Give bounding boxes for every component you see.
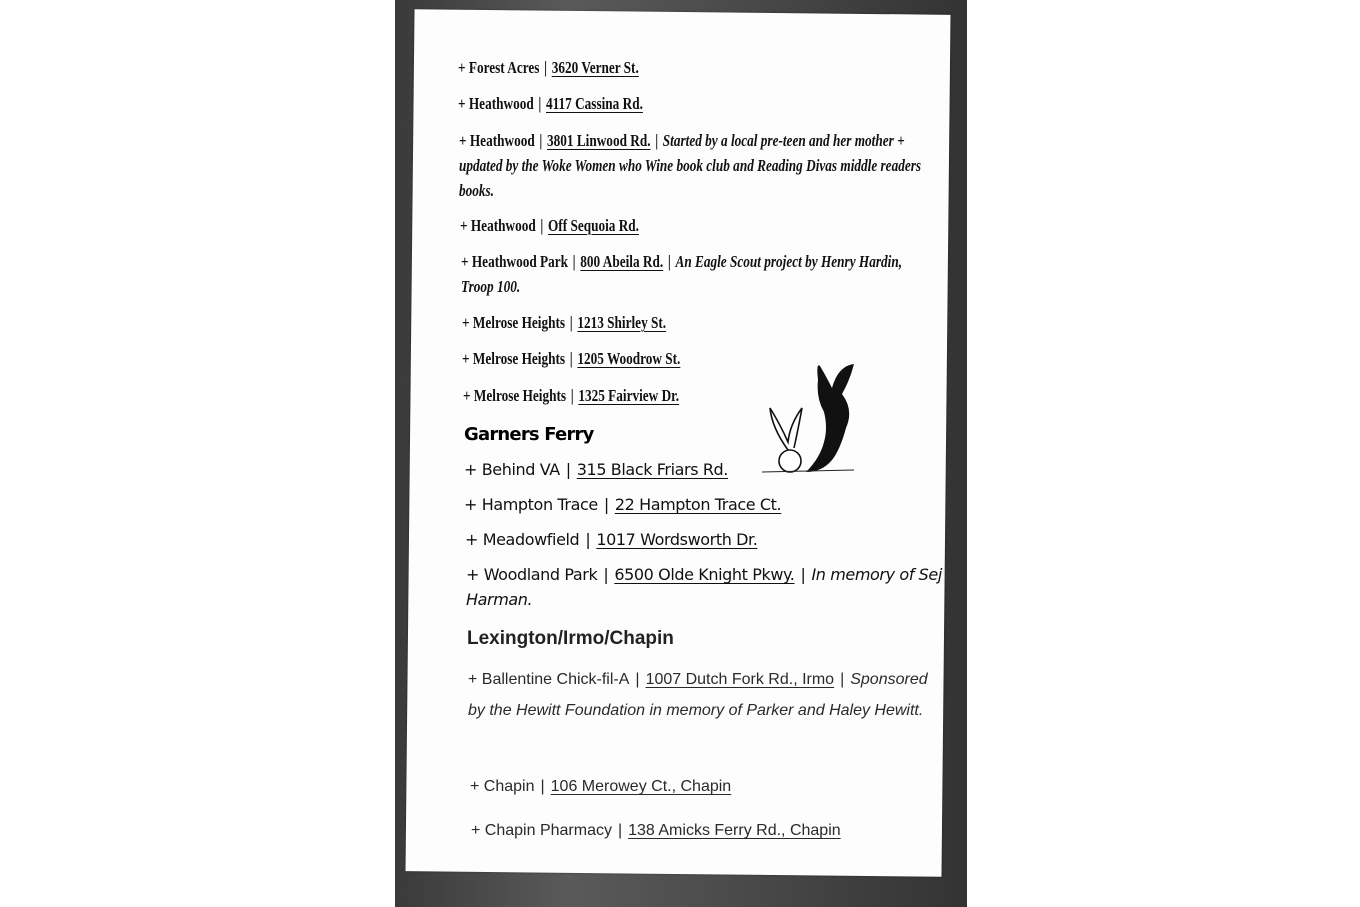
list-item: + Heathwood | 4117 Cassina Rd.	[458, 94, 643, 113]
bunny-silhouette-icon	[758, 358, 858, 478]
list-item: + Melrose Heights | 1213 Shirley St.	[462, 313, 667, 332]
address-link: 1205 Woodrow St.	[577, 349, 681, 368]
list-item: + Meadowfield | 1017 Wordsworth Dr.	[465, 530, 758, 549]
address-link: 138 Amicks Ferry Rd., Chapin	[628, 822, 841, 839]
list-item: + Melrose Heights | 1325 Fairview Dr.	[463, 386, 680, 405]
address-link: 4117 Cassina Rd.	[545, 94, 643, 113]
list-item: + Behind VA | 315 Black Friars Rd.	[464, 460, 728, 479]
list-item: + Forest Acres | 3620 Verner St.	[458, 58, 639, 77]
entry-note: In memory of Sej Harman.	[466, 565, 942, 609]
address-link: 1007 Dutch Fork Rd., Irmo	[645, 671, 835, 688]
address-link: 3801 Linwood Rd.	[546, 131, 651, 150]
address-link: 315 Black Friars Rd.	[576, 460, 728, 479]
list-item: + Chapin Pharmacy | 138 Amicks Ferry Rd., Chapin	[471, 822, 841, 839]
list-item: + Heathwood | 3801 Linwood Rd. | Started by a local pre-teen and her mother + updated by the Woke Women who Wine book club and Reading Divas middle readers books.	[459, 131, 922, 200]
list-item: + Heathwood | Off Sequoia Rd.	[460, 216, 639, 235]
list-item: + Chapin | 106 Merowey Ct., Chapin	[470, 778, 732, 795]
address-link: 1325 Fairview Dr.	[578, 386, 680, 405]
list-item: + Woodland Park | 6500 Olde Knight Pkwy. | In memory of Sej Harman.	[466, 565, 942, 609]
list-item: + Melrose Heights | 1205 Woodrow St.	[462, 349, 681, 368]
list-item: + Ballentine Chick-fil-A | 1007 Dutch Fork Rd., Irmo | Sponsored by the Hewitt Foundation in memory of Parker and Haley Hewitt.	[468, 671, 928, 719]
address-link: Off Sequoia Rd.	[547, 216, 639, 235]
list-item: + Hampton Trace | 22 Hampton Trace Ct.	[464, 495, 782, 514]
entry-note: Started by a local pre-teen and her mother + updated by the Woke Women who Wine book club and Reading Divas middle readers books.	[459, 131, 922, 200]
address-link: 1213 Shirley St.	[577, 313, 667, 332]
entry-note: Sponsored by the Hewitt Foundation in memory of Parker and Haley Hewitt.	[468, 671, 928, 719]
address-link: 1017 Wordsworth Dr.	[596, 530, 758, 549]
list-item: + Heathwood Park | 800 Abeila Rd. | An Eagle Scout project by Henry Hardin, Troop 100.	[461, 252, 903, 296]
address-link: 6500 Olde Knight Pkwy.	[614, 565, 795, 584]
address-link: 3620 Verner St.	[551, 58, 639, 77]
address-link: 800 Abeila Rd.	[580, 252, 664, 271]
section-heading: Garners Ferry	[464, 424, 594, 445]
entry-note: An Eagle Scout project by Henry Hardin, Troop 100.	[461, 252, 903, 296]
section-heading: Lexington/Irmo/Chapin	[467, 628, 674, 649]
address-link: 22 Hampton Trace Ct.	[614, 495, 782, 514]
address-link: 106 Merowey Ct., Chapin	[550, 778, 732, 795]
